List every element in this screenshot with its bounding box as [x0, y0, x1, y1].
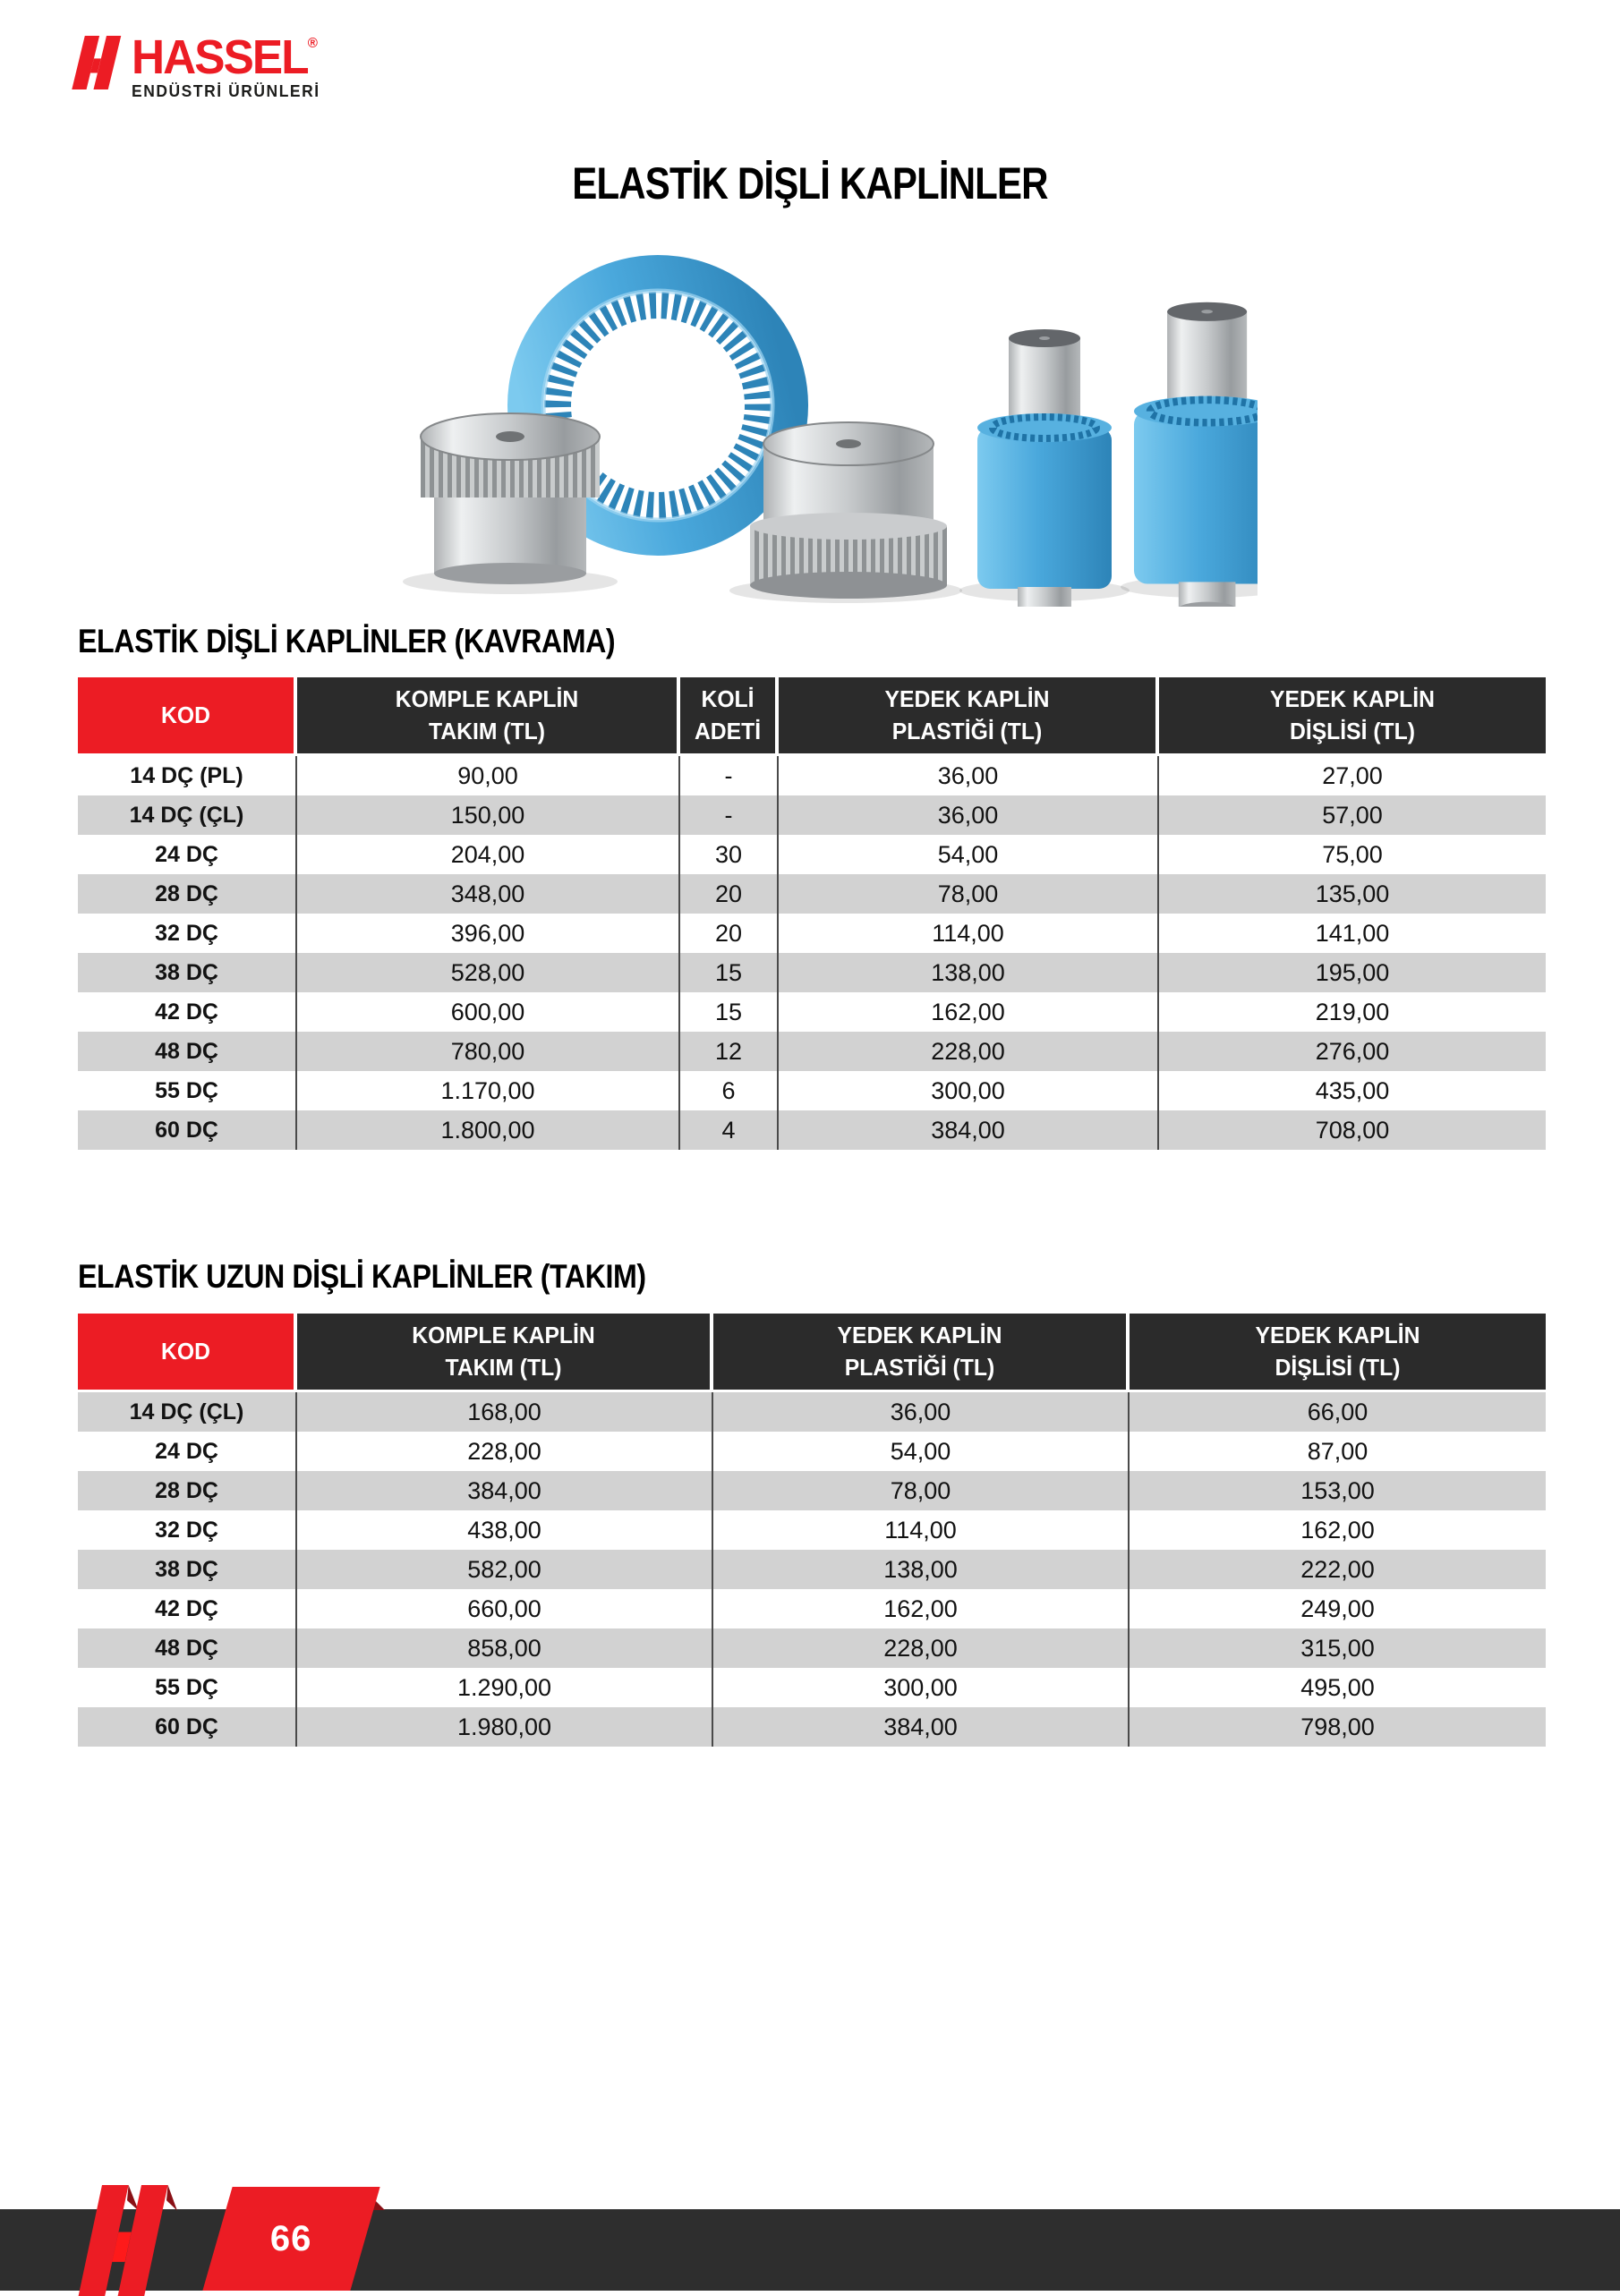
- value-cell: 300,00: [779, 1071, 1159, 1110]
- value-cell: 30: [680, 835, 779, 874]
- code-cell: 42 DÇ: [78, 1589, 297, 1628]
- code-cell: 24 DÇ: [78, 835, 297, 874]
- value-cell: 15: [680, 953, 779, 992]
- code-cell: 38 DÇ: [78, 1550, 297, 1589]
- code-cell: 48 DÇ: [78, 1032, 297, 1071]
- value-cell: 1.800,00: [297, 1110, 680, 1150]
- value-cell: -: [680, 795, 779, 835]
- metal-gear-hub-left-icon: [421, 413, 600, 584]
- code-cell: 60 DÇ: [78, 1110, 297, 1150]
- value-cell: 66,00: [1130, 1392, 1546, 1432]
- value-cell: 78,00: [779, 874, 1159, 914]
- value-cell: 12: [680, 1032, 779, 1071]
- code-cell: 32 DÇ: [78, 914, 297, 953]
- table-row: [78, 795, 1546, 835]
- price-table-kavrama: [78, 677, 1546, 1150]
- value-cell: 138,00: [713, 1550, 1130, 1589]
- value-cell: 150,00: [297, 795, 680, 835]
- value-cell: 36,00: [779, 795, 1159, 835]
- value-cell: 249,00: [1130, 1589, 1546, 1628]
- value-cell: 438,00: [297, 1510, 713, 1550]
- code-cell: 60 DÇ: [78, 1707, 297, 1747]
- table-row: [78, 1032, 1546, 1071]
- value-cell: 141,00: [1159, 914, 1546, 953]
- value-cell: 528,00: [297, 953, 680, 992]
- value-cell: 228,00: [713, 1628, 1130, 1668]
- gear-coupling-illustration: [362, 249, 1258, 607]
- table-row: [78, 1432, 1546, 1471]
- code-cell: 55 DÇ: [78, 1668, 297, 1707]
- code-cell: 14 DÇ (PL): [78, 756, 297, 795]
- value-cell: 300,00: [713, 1668, 1130, 1707]
- value-cell: 15: [680, 992, 779, 1032]
- code-cell: 42 DÇ: [78, 992, 297, 1032]
- value-cell: 396,00: [297, 914, 680, 953]
- brand-text-block: [132, 30, 326, 101]
- value-cell: 600,00: [297, 992, 680, 1032]
- value-cell: 219,00: [1159, 992, 1546, 1032]
- section2-title: ELASTİK UZUN DİŞLİ KAPLİNLER (TAKIM): [78, 1258, 646, 1295]
- value-cell: 384,00: [779, 1110, 1159, 1150]
- code-cell: 14 DÇ (ÇL): [78, 795, 297, 835]
- header-cell: YEDEK KAPLİN DİŞLİSİ (TL): [1130, 1314, 1546, 1392]
- header-cell: KOMPLE KAPLİN TAKIM (TL): [297, 1314, 713, 1392]
- value-cell: 6: [680, 1071, 779, 1110]
- value-cell: 195,00: [1159, 953, 1546, 992]
- value-cell: 228,00: [779, 1032, 1159, 1071]
- value-cell: 20: [680, 874, 779, 914]
- brand-subtitle: ENDÜSTRİ ÜRÜNLERİ: [132, 81, 320, 100]
- value-cell: 315,00: [1130, 1628, 1546, 1668]
- header-cell: KOD: [78, 1314, 297, 1392]
- code-cell: 28 DÇ: [78, 1471, 297, 1510]
- header-cell: KOMPLE KAPLİN TAKIM (TL): [297, 677, 680, 756]
- value-cell: 708,00: [1159, 1110, 1546, 1150]
- hassel-h-icon: [67, 36, 126, 89]
- table-row: [78, 953, 1546, 992]
- value-cell: 858,00: [297, 1628, 713, 1668]
- value-cell: 153,00: [1130, 1471, 1546, 1510]
- value-cell: 114,00: [779, 914, 1159, 953]
- value-cell: 348,00: [297, 874, 680, 914]
- value-cell: 138,00: [779, 953, 1159, 992]
- table-row: [78, 1471, 1546, 1510]
- price-table-takim: [78, 1314, 1546, 1747]
- value-cell: 168,00: [297, 1392, 713, 1432]
- code-cell: 14 DÇ (ÇL): [78, 1392, 297, 1432]
- registered-mark: ®: [307, 36, 317, 51]
- product-photo: [362, 249, 1258, 607]
- metal-gear-hub-right-icon: [750, 422, 947, 599]
- code-cell: 24 DÇ: [78, 1432, 297, 1471]
- value-cell: -: [680, 756, 779, 795]
- table-row: [78, 1628, 1546, 1668]
- header-cell: KOLİ ADETİ: [680, 677, 779, 756]
- hassel-h-icon-footer: [70, 2185, 177, 2296]
- code-cell: 55 DÇ: [78, 1071, 297, 1110]
- code-cell: 28 DÇ: [78, 874, 297, 914]
- value-cell: 798,00: [1130, 1707, 1546, 1747]
- value-cell: 87,00: [1130, 1432, 1546, 1471]
- value-cell: 435,00: [1159, 1071, 1546, 1110]
- header-cell: YEDEK KAPLİN PLASTİĞİ (TL): [713, 1314, 1130, 1392]
- code-cell: 48 DÇ: [78, 1628, 297, 1668]
- table-row: [78, 992, 1546, 1032]
- value-cell: 135,00: [1159, 874, 1546, 914]
- code-cell: 38 DÇ: [78, 953, 297, 992]
- header-cell: YEDEK KAPLİN DİŞLİSİ (TL): [1159, 677, 1546, 756]
- table-row: [78, 1110, 1546, 1150]
- table-row: [78, 1071, 1546, 1110]
- value-cell: 1.290,00: [297, 1668, 713, 1707]
- value-cell: 204,00: [297, 835, 680, 874]
- section1-title: ELASTİK DİŞLİ KAPLİNLER (KAVRAMA): [78, 623, 616, 659]
- table-row: [78, 1510, 1546, 1550]
- value-cell: 75,00: [1159, 835, 1546, 874]
- assembled-coupling-right-icon: [1134, 302, 1258, 607]
- page-title: ELASTİK DİŞLİ KAPLİNLER: [572, 158, 1048, 208]
- value-cell: 36,00: [713, 1392, 1130, 1432]
- value-cell: 1.980,00: [297, 1707, 713, 1747]
- header-cell: KOD: [78, 677, 297, 756]
- value-cell: 4: [680, 1110, 779, 1150]
- header-cell: YEDEK KAPLİN PLASTİĞİ (TL): [779, 677, 1159, 756]
- value-cell: 384,00: [713, 1707, 1130, 1747]
- value-cell: 54,00: [779, 835, 1159, 874]
- header-row: [78, 677, 1546, 756]
- value-cell: 90,00: [297, 756, 680, 795]
- value-cell: 57,00: [1159, 795, 1546, 835]
- value-cell: 162,00: [1130, 1510, 1546, 1550]
- page-number: 66: [270, 2218, 312, 2258]
- table-row: [78, 1707, 1546, 1747]
- table-row: [78, 756, 1546, 795]
- value-cell: 114,00: [713, 1510, 1130, 1550]
- table-row: [78, 835, 1546, 874]
- assembled-coupling-left-icon: [977, 329, 1112, 607]
- value-cell: 162,00: [779, 992, 1159, 1032]
- table-row: [78, 914, 1546, 953]
- value-cell: 162,00: [713, 1589, 1130, 1628]
- value-cell: 660,00: [297, 1589, 713, 1628]
- table-row: [78, 1550, 1546, 1589]
- value-cell: 54,00: [713, 1432, 1130, 1471]
- brand-name: HASSEL®: [132, 30, 317, 84]
- value-cell: 20: [680, 914, 779, 953]
- value-cell: 228,00: [297, 1432, 713, 1471]
- value-cell: 780,00: [297, 1032, 680, 1071]
- table-row: [78, 874, 1546, 914]
- value-cell: 384,00: [297, 1471, 713, 1510]
- brand-logo: [67, 30, 326, 101]
- table-row: [78, 1589, 1546, 1628]
- table-row: [78, 1668, 1546, 1707]
- value-cell: 78,00: [713, 1471, 1130, 1510]
- value-cell: 36,00: [779, 756, 1159, 795]
- value-cell: 1.170,00: [297, 1071, 680, 1110]
- code-cell: 32 DÇ: [78, 1510, 297, 1550]
- table-row: [78, 1392, 1546, 1432]
- value-cell: 276,00: [1159, 1032, 1546, 1071]
- page-number-badge: [202, 2187, 379, 2291]
- value-cell: 582,00: [297, 1550, 713, 1589]
- value-cell: 495,00: [1130, 1668, 1546, 1707]
- value-cell: 222,00: [1130, 1550, 1546, 1589]
- header-row: [78, 1314, 1546, 1392]
- value-cell: 27,00: [1159, 756, 1546, 795]
